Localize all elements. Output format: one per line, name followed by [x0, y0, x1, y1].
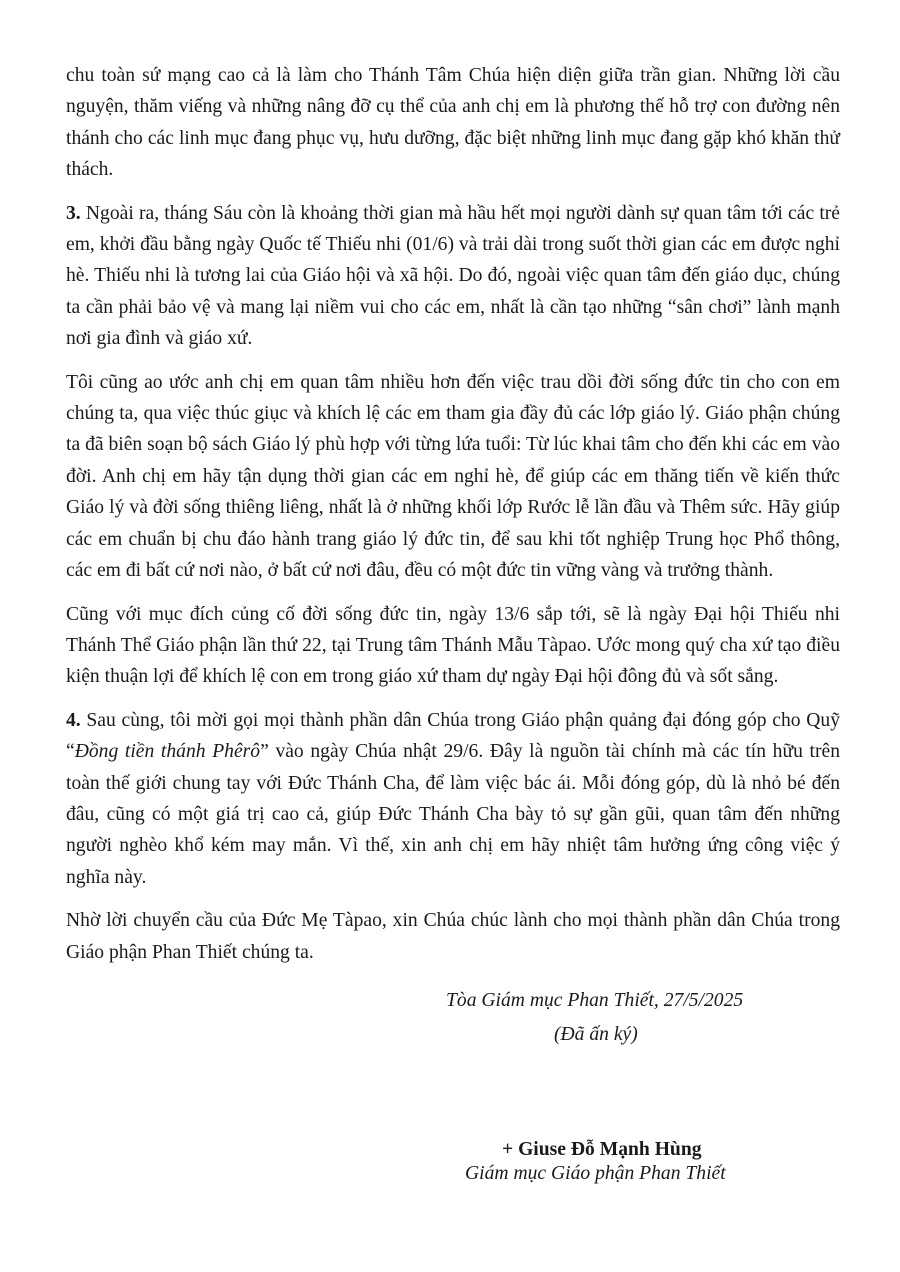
place-and-date: Tòa Giám mục Phan Thiết, 27/5/2025	[446, 990, 744, 1011]
paragraph-4-peters-pence	[66, 705, 840, 893]
peters-pence-fund-name: Đồng tiền thánh Phêrô	[74, 741, 261, 763]
paragraph-catechism: Tôi cũng ao ước anh chị em quan tâm nhiều hơn đến việc trau dồi đời sống đức tin cho con em chúng ta, qua việc thúc giục và khích lệ các em tham gia đầy đủ các lớp giáo lý. Giáo phận chúng ta đã biên soạn bộ sách Giáo lý phù hợp với từng lứa tuổi: Từ lúc khai tâm cho đến khi các em vào đời. Anh chị em hãy tận dụng thời gian các em nghỉ hè, để giúp các em thăng tiến về kiến thức Giáo lý và đời sống thiêng liêng, nhất là ở những khối lớp Rước lễ lần đầu và Thêm sức. Hãy giúp các em chuẩn bị chu đáo hành trang giáo lý đức tin, để sau khi tốt nghiệp Trung học Phổ thông, các em đi bất cứ nơi nào, ở bất cứ nơi đâu, đều có một đức tin vững vàng và trưởng thành.	[66, 371, 840, 582]
paragraph-3-children	[66, 198, 840, 355]
section-number-4: 4.	[66, 709, 81, 731]
signer-title: Giám mục Giáo phận Phan Thiết	[465, 1163, 726, 1184]
letter-body	[66, 60, 840, 980]
paragraph-blessing: Nhờ lời chuyển cầu của Đức Mẹ Tàpao, xin Chúa chúc lành cho mọi thành phần dân Chúa trong Giáo phận Phan Thiết chúng ta.	[66, 910, 840, 963]
paragraph-priests: chu toàn sứ mạng cao cả là làm cho Thánh Tâm Chúa hiện diện giữa trần gian. Những lời cầu nguyện, thăm viếng và những nâng đỡ cụ thể của anh chị em là phương thế hỗ trợ con đường nên thánh cho các linh mục đang phục vụ, hưu dưỡng, đặc biệt những linh mục đang gặp khó khăn thử thách.	[66, 65, 840, 181]
section-number-3: 3.	[66, 202, 81, 224]
paragraph-4-text-a: Sau cùng, tôi mời gọi mọi thành phần dân Chúa trong Giáo phận quảng đại đóng góp cho Quỹ “	[66, 709, 840, 763]
signed-note: (Đã ấn ký)	[554, 1024, 638, 1045]
signer-name: + Giuse Đỗ Mạnh Hùng	[502, 1139, 702, 1160]
paragraph-3-text: Ngoài ra, tháng Sáu còn là khoảng thời gian mà hầu hết mọi người dành sự quan tâm tới các trẻ em, khởi đầu bằng ngày Quốc tế Thiếu nhi (01/6) và trải dài trong suốt thời gian các em được nghỉ hè. Thiếu nhi là tương lai của Giáo hội và xã hội. Do đó, ngoài việc quan tâm đến giáo dục, chúng ta cần phải bảo vệ và mang lại niềm vui cho các em, nhất là cần tạo những “sân chơi” lành mạnh nơi gia đình và giáo xứ.	[66, 202, 840, 350]
paragraph-youth-congress: Cũng với mục đích củng cố đời sống đức tin, ngày 13/6 sắp tới, sẽ là ngày Đại hội Thiếu nhi Thánh Thể Giáo phận lần thứ 22, tại Trung tâm Thánh Mẫu Tàpao. Ước mong quý cha xứ tạo điều kiện thuận lợi để khích lệ con em trong giáo xứ tham dự ngày Đại hội đông đủ và sốt sắng.	[66, 603, 840, 688]
paragraph-4-text-b: ” vào ngày Chúa nhật 29/6. Đây là nguồn tài chính mà các tín hữu trên toàn thế giới chung tay với Đức Thánh Cha, để làm việc bác ái. Mỗi đóng góp, dù là nhỏ bé đến đâu, cũng có một giá trị cao cả, giúp Đức Thánh Cha bày tỏ sự gần gũi, quan tâm đến những người nghèo khổ kém may mắn. Vì thế, xin anh chị em hãy nhiệt tâm hưởng ứng công việc ý nghĩa này.	[66, 741, 840, 888]
